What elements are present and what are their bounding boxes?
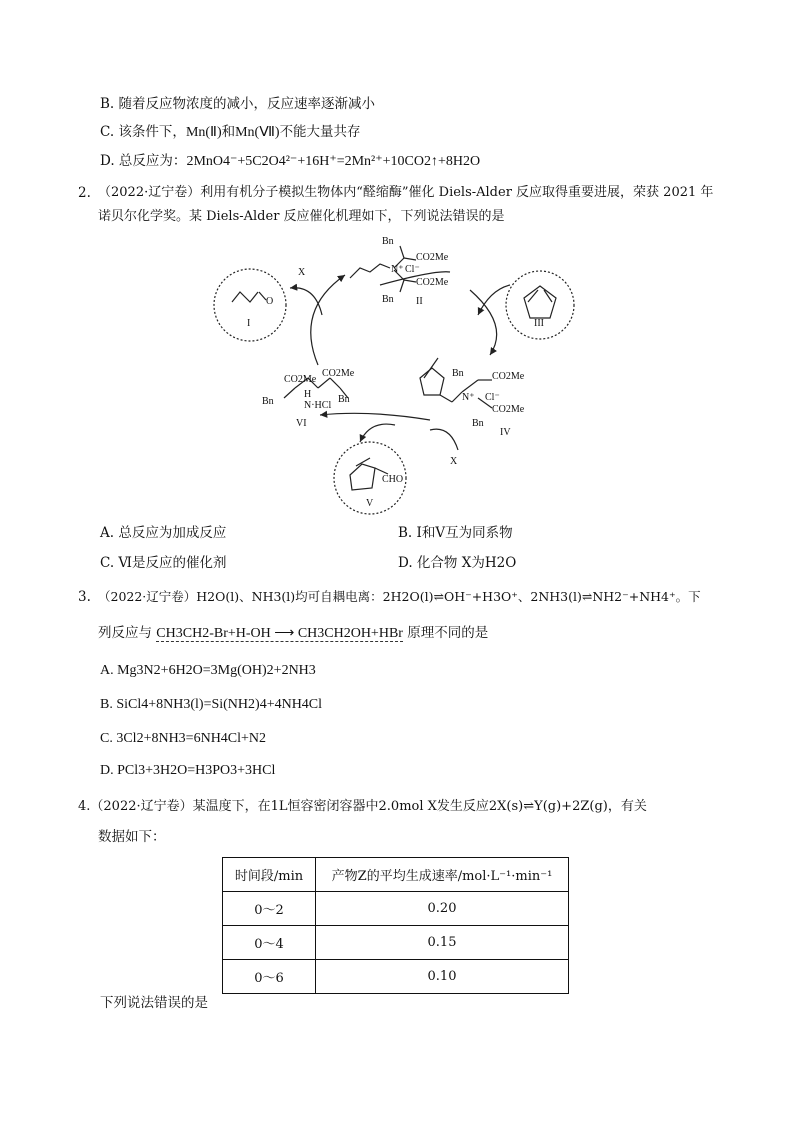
label-II-nplus: N⁺ — [391, 264, 404, 275]
q3-option-a: A. Mg3N2+6H2O=3Mg(OH)2+2NH3 — [100, 663, 316, 678]
cycle-arrow-right — [470, 290, 497, 355]
table-cell: 0～2 — [223, 892, 316, 926]
table-row — [223, 960, 569, 994]
label-II-bn-bottom: Bn — [382, 294, 394, 305]
q1-option-d-prefix: D. 总反应为： — [100, 153, 187, 169]
label-IV: IV — [500, 427, 511, 438]
label-IV-co2me-bottom: CO2Me — [492, 404, 525, 415]
structure-III — [524, 286, 556, 318]
label-X-top: X — [298, 267, 306, 278]
q2-stem-line1: （2022·辽宁卷）利用有机分子模拟生物体内“醛缩酶”催化 Diels-Alder 反应取得重要进展，荣获 2021 年 — [98, 185, 714, 200]
label-IV-bn-bottom: Bn — [472, 418, 484, 429]
table-row — [223, 892, 569, 926]
rate-table — [222, 857, 569, 994]
mn2-label: Mn(Ⅱ) — [185, 125, 222, 140]
label-CHO: CHO — [382, 474, 404, 485]
q1-option-c-suffix: 不能大量共存 — [279, 124, 361, 140]
label-V: V — [366, 498, 374, 509]
label-IV-cl: Cl⁻ — [485, 392, 500, 403]
table-row — [223, 926, 569, 960]
q2-number: 2. — [78, 185, 91, 201]
x-release-arrow — [290, 288, 322, 315]
x-entry-arrow — [430, 429, 458, 450]
q1-option-c — [100, 123, 361, 142]
reference-reaction: CH3CH2-Br+H-OH ⟶ CH3CH2OH+HBr — [156, 626, 403, 641]
label-VI-nhcl: N·HCl — [304, 400, 332, 411]
v-release-arrow — [360, 424, 395, 442]
q1-option-b: B. 随着反应物浓度的减小，反应速率逐渐减小 — [100, 96, 376, 112]
label-II-co2me-top: CO2Me — [416, 252, 449, 263]
q1-option-c-and: 和 — [221, 124, 236, 140]
q2-option-b: B. Ⅰ和Ⅴ互为同系物 — [398, 525, 513, 541]
label-IV-nplus: N⁺ — [462, 392, 475, 403]
label-VI-h: H — [304, 389, 312, 400]
structure-II — [350, 264, 390, 278]
mn7-label: Mn(Ⅶ) — [235, 125, 280, 140]
q2-stem-line2: 诺贝尔化学奖。某 Diels-Alder 反应催化机理如下，下列说法错误的是 — [98, 209, 505, 224]
label-I: I — [247, 318, 251, 329]
label-II-co2me-bottom: CO2Me — [416, 277, 449, 288]
q2-option-c: C. Ⅵ是反应的催化剂 — [100, 555, 227, 571]
table-header-row — [223, 858, 569, 892]
q3-stem-line2 — [98, 624, 488, 643]
structure-I — [232, 292, 258, 302]
table-cell: 0～6 — [223, 960, 316, 994]
label-II: II — [416, 296, 423, 307]
label-II-bn-top: Bn — [382, 236, 394, 247]
q2-option-a: A. 总反应为加成反应 — [100, 525, 227, 541]
table-cell: 0.20 — [316, 892, 569, 926]
q2-option-d: D. 化合物 X为H2O — [398, 555, 517, 571]
q3-option-d: D. PCl3+3H2O=H3PO3+3HCl — [100, 763, 276, 778]
table-cell: 0.10 — [316, 960, 569, 994]
q3-option-c: C. 3Cl2+8NH3=6NH4Cl+N2 — [100, 731, 267, 746]
table-header-time: 时间段/min — [223, 858, 316, 892]
label-VI-co2me-right: CO2Me — [322, 368, 355, 379]
label-VI-bn-left: Bn — [262, 396, 274, 407]
label-II-cl: Cl⁻ — [405, 264, 420, 275]
structure-IV — [420, 368, 444, 395]
q3-stem-pre: 列反应与 — [98, 625, 152, 641]
q3-stem-post: 原理不同的是 — [407, 625, 489, 641]
q3-stem-line1: （2022·辽宁卷）H2O(l)、NH3(l)均可自耦电离：2H2O(l)⇌OH⁻+H3O⁺、2NH3(l)⇌NH2⁻+NH4⁺。下 — [98, 589, 701, 604]
q3-number: 3. — [78, 589, 91, 605]
catalytic-cycle-diagram — [200, 230, 580, 520]
label-VI-bn-right: Bn — [338, 394, 350, 405]
q1-option-c-prefix: C. 该条件下， — [100, 124, 186, 140]
circle-I — [214, 269, 286, 341]
structure-V — [350, 464, 375, 490]
table-cell: 0.15 — [316, 926, 569, 960]
label-VI-co2me-left: CO2Me — [284, 374, 317, 385]
q1-option-d — [100, 152, 480, 171]
iii-entry-arrow — [478, 285, 510, 315]
q1-total-equation: 2MnO4⁻+5C2O4²⁻+16H⁺=2Mn²⁺+10CO2↑+8H2O — [186, 154, 481, 169]
q4-stem-line1: 4.（2022·辽宁卷）某温度下，在1L恒容密闭容器中2.0mol X发生反应2X(s)⇌Y(g)+2Z(g)，有关 — [78, 799, 647, 814]
table-cell: 0～4 — [223, 926, 316, 960]
table-header-rate: 产物Z的平均生成速率/mol·L⁻¹·min⁻¹ — [316, 858, 569, 892]
cycle-arrow-bottom — [320, 413, 430, 420]
label-III: III — [534, 318, 544, 329]
label-O: O — [266, 296, 274, 307]
label-IV-bn: Bn — [452, 368, 464, 379]
label-VI: VI — [296, 418, 307, 429]
q3-option-b: B. SiCl4+8NH3(l)=Si(NH2)4+4NH4Cl — [100, 697, 323, 712]
q4-after-text: 下列说法错误的是 — [100, 995, 208, 1011]
label-X-bottom: X — [450, 456, 458, 467]
q4-stem-line2: 数据如下： — [98, 829, 166, 845]
label-IV-co2me-top: CO2Me — [492, 371, 525, 382]
cycle-arrow-left — [311, 275, 345, 365]
